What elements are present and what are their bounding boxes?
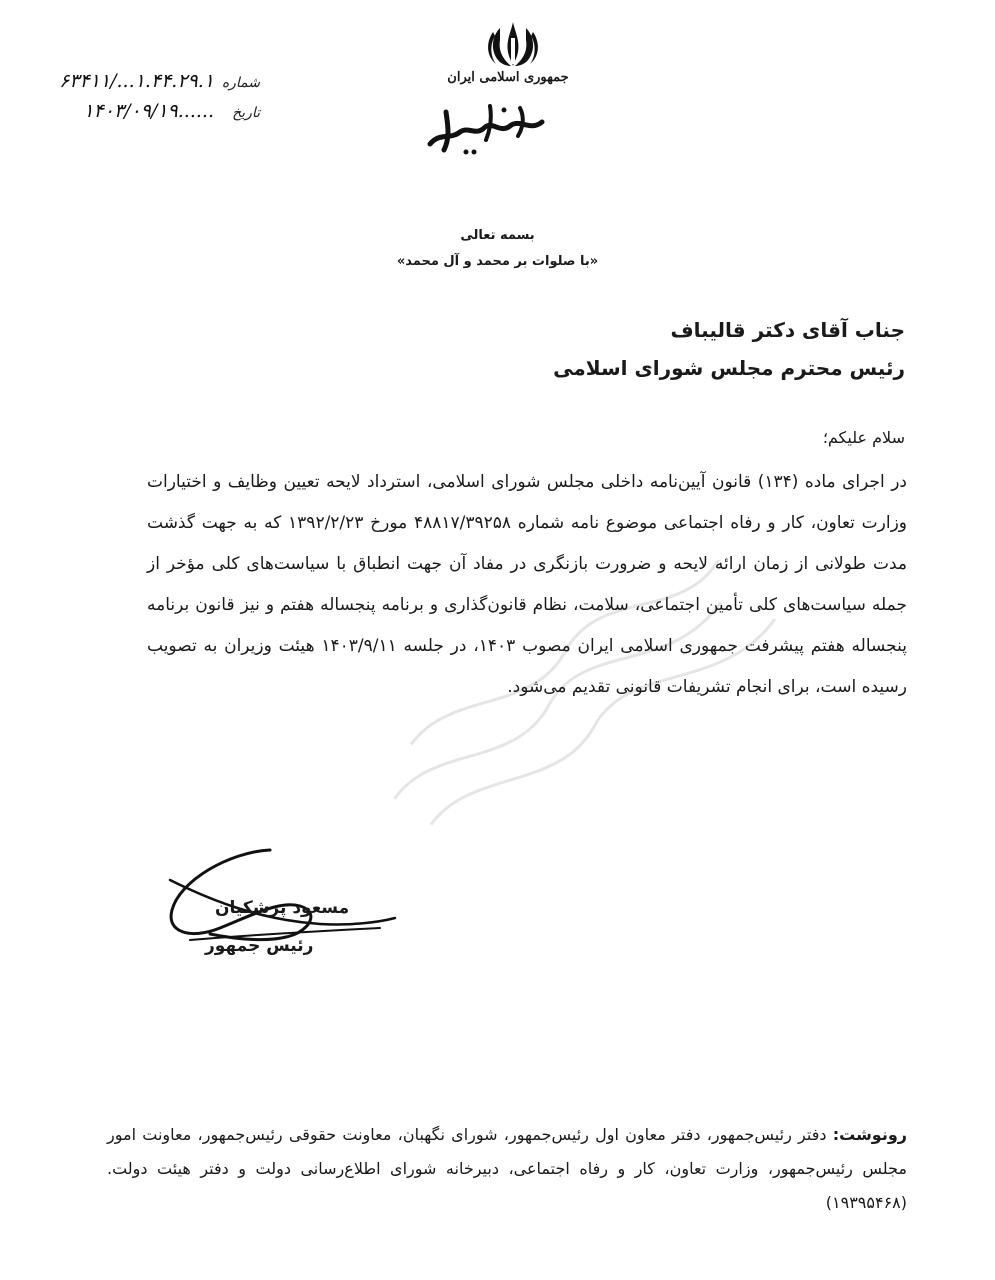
signer-name: مسعود پزشکیان: [215, 898, 350, 918]
cc-text: دفتر رئیس‌جمهور، دفتر معاون اول رئیس‌جمهور، شورای نگهبان، معاونت حقوقی رئیس‌جمهور، معاونت امور مجلس رئیس‌جمهور، وزارت تعاون، کار و رفاه اجتماعی، دبیرخانه شورای اطلاع‌رسانی دولت و دفتر هیئت دولت. (۱۹۳۹۵۴۶۸): [107, 1125, 907, 1212]
date-value: ۱۴۰۳/۰۹/۱۹......: [83, 100, 214, 122]
emblem-icon: [478, 18, 548, 70]
salawat: «با صلوات بر محمد و آل محمد»: [396, 254, 599, 269]
addressee-name: جناب آقای دکتر قالیباف: [670, 318, 905, 342]
country-name: جمهوری اسلامی ایران: [447, 70, 569, 85]
letter-body: در اجرای ماده (۱۳۴) قانون آیین‌نامه داخلی مجلس شورای اسلامی، استرداد لایحه تعیین وظایف و اختیارات وزارت تعاون، کار و رفاه اجتماعی موضوع نامه شماره ۴۸۸۱۷/۳۹۲۵۸ مورخ ۱۳۹۲/۲/۲۳ که به جهت گذشت مدت طولانی از زمان ارائه لایحه و ضرورت بازنگری در مفاد آن جهت انطباق با سیاست‌های کلی مؤخر از جمله سیاست‌های کلی تأمین اجتماعی، سلامت، نظام قانون‌گذاری و برنامه پنجساله هفتم و نیز قانون برنامه پنجساله هفتم پیشرفت جمهوری اسلامی ایران مصوب ۱۴۰۳، در جلسه ۱۴۰۳/۹/۱۱ هیئت وزیران به تصویب رسیده است، برای انجام تشریفات قانونی تقدیم می‌شود.: [147, 472, 908, 697]
signer-title: رئیس جمهور: [205, 936, 314, 956]
office-logo: [420, 92, 550, 162]
date-label: تاریخ: [232, 105, 260, 121]
number-row: [30, 70, 260, 100]
letter-meta: [30, 70, 260, 130]
addressee-title: رئیس محترم مجلس شورای اسلامی: [553, 356, 905, 380]
cc-section: [107, 1118, 907, 1220]
number-value: ۶۳۴۱۱/...۱.۴۴.۲۹.۱: [59, 70, 214, 92]
salutation: سلام علیکم؛: [822, 428, 905, 447]
number-label: شماره: [221, 75, 260, 91]
bismillah: بسمه تعالی: [460, 228, 535, 243]
cc-label: رونوشت:: [832, 1125, 907, 1144]
date-row: [30, 100, 260, 130]
